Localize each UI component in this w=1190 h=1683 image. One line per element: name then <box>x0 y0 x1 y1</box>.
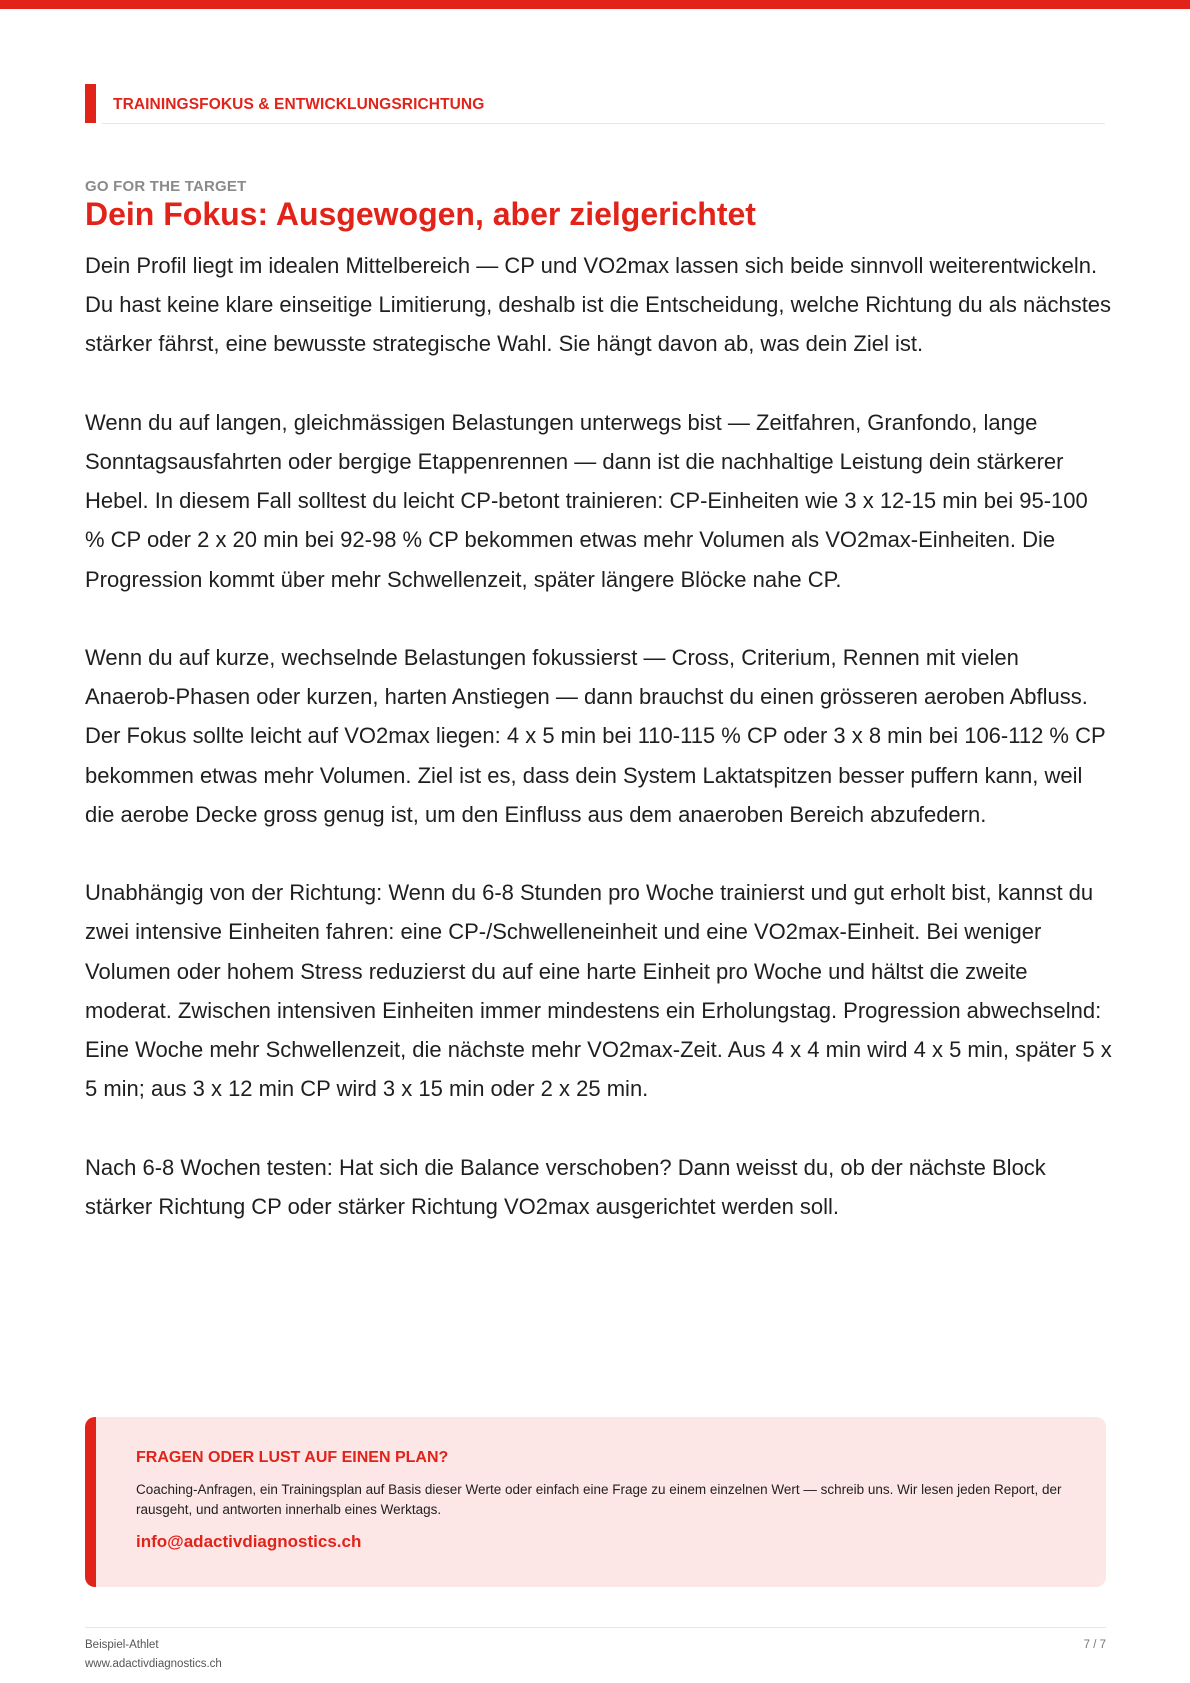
page-number: 7 / 7 <box>1083 1639 1106 1651</box>
top-accent-bar <box>0 0 1190 9</box>
eyebrow-label: GO FOR THE TARGET <box>85 178 247 195</box>
callout-text: Coaching-Anfragen, ein Trainingsplan auf Basis dieser Werte oder einfach eine Frage zu einem einzelnen Wert — schreib uns. Wir lesen jeden Report, der rausgeht, und antworten innerhalb eines Werktags. <box>136 1482 1062 1517</box>
section-title: TRAININGSFOKUS & ENTWICKLUNGSRICHTUNG <box>113 96 485 113</box>
footer-athlete-name: Beispiel-Athlet <box>85 1639 159 1651</box>
footer-divider <box>85 1627 1106 1628</box>
page-title: Dein Fokus: Ausgewogen, aber zielgerichtet <box>85 196 756 232</box>
section-divider <box>102 123 1105 124</box>
contact-email-link[interactable]: info@adactivdiagnostics.ch <box>136 1532 362 1551</box>
footer-website: www.adactivdiagnostics.ch <box>85 1658 222 1670</box>
section-accent-bar <box>85 84 96 123</box>
body-text <box>85 246 1113 1265</box>
paragraph: Wenn du auf langen, gleichmässigen Belastungen unterwegs bist — Zeitfahren, Granfondo, lange Sonntagsausfahrten oder bergige Etappenrennen — dann ist die nachhaltige Leistung dein stärkerer Hebel. In diesem Fall solltest du leicht CP-betont trainieren: CP-Einheiten wie 3 x 12-15 min bei 95-100 % CP oder 2 x 20 min bei 92-98 % CP bekommen etwas mehr Volumen als VO2max-Einheiten. Die Progression kommt über mehr Schwellenzeit, später längere Blöcke nahe CP. <box>85 409 1088 592</box>
paragraph: Wenn du auf kurze, wechselnde Belastungen fokussierst — Cross, Criterium, Rennen mit vielen Anaerob-Phasen oder kurzen, harten Anstiegen — dann brauchst du einen grösseren aeroben Abfluss. Der Fokus sollte leicht auf VO2max liegen: 4 x 5 min bei 110-115 % CP oder 3 x 8 min bei 106-112 % CP bekommen etwas mehr Volumen. Ziel ist es, dass dein System Laktatspitzen besser puffern kann, weil die aerobe Decke gross genug ist, um den Einfluss aus dem anaeroben Bereich abzufedern. <box>85 645 1106 827</box>
paragraph: Dein Profil liegt im idealen Mittelbereich — CP und VO2max lassen sich beide sinnvoll weiterentwickeln. Du hast keine klare einseitige Limitierung, deshalb ist die Entscheidung, welche Richtung du als nächstes stärker fährst, eine bewusste strategische Wahl. Sie hängt davon ab, was dein Ziel ist. <box>85 253 1112 357</box>
paragraph: Unabhängig von der Richtung: Wenn du 6-8 Stunden pro Woche trainierst und gut erholt bist, kannst du zwei intensive Einheiten fahren: eine CP-/Schwelleneinheit und eine VO2max-Einheit. Bei weniger Volumen oder hohem Stress reduzierst du auf eine harte Einheit pro Woche und hältst die zweite moderat. Zwischen intensiven Einheiten immer mindestens ein Erholungstag. Progression abwechselnd: Eine Woche mehr Schwellenzeit, die nächste mehr VO2max-Zeit. Aus 4 x 4 min wird 4 x 5 min, später 5 x 5 min; aus 3 x 12 min CP wird 3 x 15 min oder 2 x 25 min. <box>85 880 1112 1102</box>
callout-title: FRAGEN ODER LUST AUF EINEN PLAN? <box>136 1449 449 1466</box>
paragraph: Nach 6-8 Wochen testen: Hat sich die Balance verschoben? Dann weisst du, ob der nächste Block stärker Richtung CP oder stärker Richtung VO2max ausgerichtet werden soll. <box>85 1154 1046 1219</box>
contact-callout <box>85 1417 1106 1587</box>
section-header <box>85 84 1105 125</box>
